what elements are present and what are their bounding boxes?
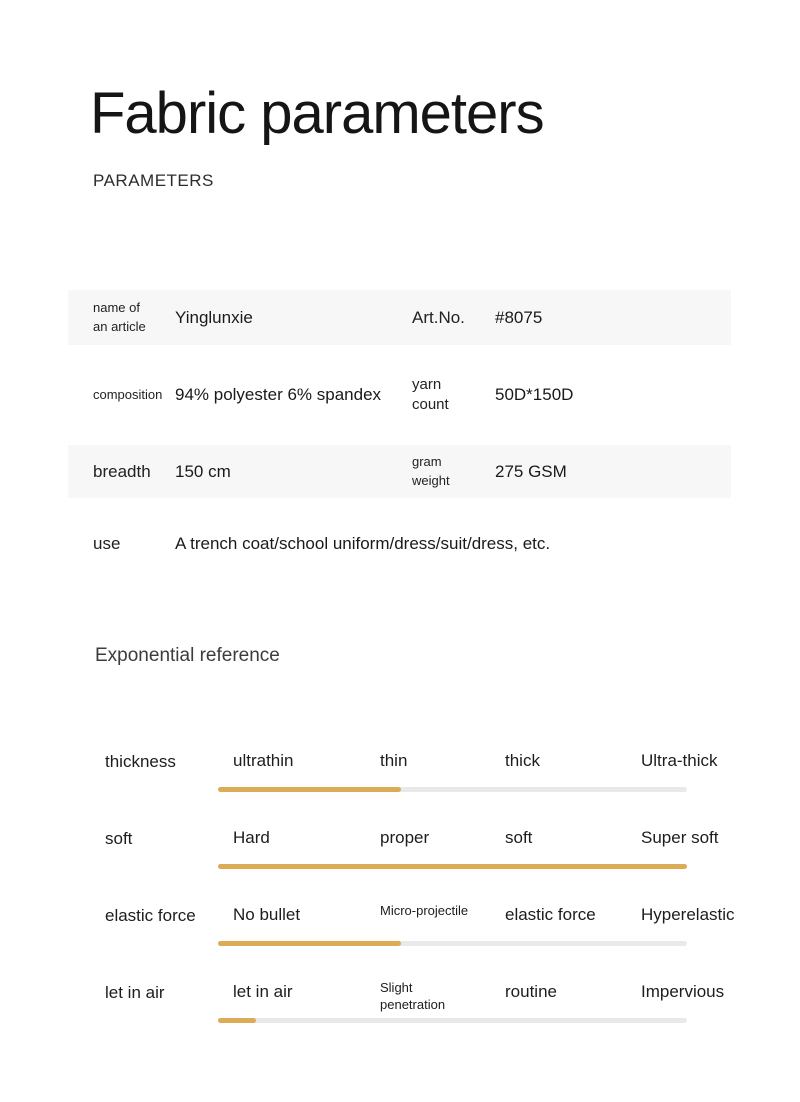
scale-level-2: Slight penetration (380, 980, 446, 1012)
spec-label-art-no: Art.No. (412, 307, 465, 327)
table-row (68, 345, 731, 445)
scale-fill (218, 941, 401, 946)
scale-level-1: ultrathin (233, 751, 294, 770)
scale-fill (218, 1018, 256, 1023)
spec-value-art-no: #8075 (495, 307, 543, 327)
page-title: Fabric parameters (90, 81, 544, 146)
scale-level-3: routine (505, 982, 557, 1001)
scale-level-4: Hyperelastic (641, 905, 735, 924)
scale-row-thickness (0, 740, 800, 817)
scale-row-softness (0, 817, 800, 894)
scale-label: soft (105, 829, 133, 848)
scale-level-3: thick (505, 751, 540, 770)
scale-row-elasticity (0, 894, 800, 971)
scale-level-1: Hard (233, 828, 270, 847)
scale-fill (218, 864, 687, 869)
scale-level-1: let in air (233, 982, 293, 1001)
scale-level-4: Ultra-thick (641, 751, 718, 770)
spec-value-gram-weight: 275 GSM (495, 461, 567, 481)
spec-label-yarn-count: yarn count (412, 375, 449, 413)
index-scales (0, 740, 800, 1048)
spec-value-composition: 94% polyester 6% spandex (175, 385, 382, 404)
table-row (68, 498, 731, 590)
scale-level-2: thin (380, 751, 408, 770)
scale-level-1: No bullet (233, 905, 301, 924)
page-subtitle: PARAMETERS (93, 171, 214, 190)
table-row (68, 290, 731, 345)
index-section-title: Exponential reference (95, 645, 280, 666)
scale-row-breathability (0, 971, 800, 1048)
scale-track (218, 941, 687, 946)
spec-label-use: use (93, 534, 121, 553)
table-row (68, 445, 731, 498)
spec-label-breadth: breadth (93, 461, 151, 481)
scale-label: thickness (105, 752, 176, 771)
spec-value-use: A trench coat/school uniform/dress/suit/dress, etc. (175, 534, 551, 553)
scale-fill (218, 787, 401, 792)
scale-level-4: Super soft (641, 828, 719, 847)
spec-label-article-name: name of an article (93, 300, 146, 334)
scale-level-3: soft (505, 828, 533, 847)
scale-track (218, 787, 687, 792)
spec-table (68, 290, 731, 590)
spec-label-composition: composition (93, 386, 163, 402)
scale-track (218, 864, 687, 869)
scale-label: let in air (105, 983, 165, 1002)
scale-level-3: elastic force (505, 905, 596, 924)
scale-label: elastic force (105, 906, 196, 925)
spec-value-breadth: 150 cm (175, 461, 231, 481)
scale-level-2: Micro-projectile (380, 903, 469, 918)
scale-track (218, 1018, 687, 1023)
scale-level-4: Impervious (641, 982, 725, 1001)
spec-value-article-name: Yinglunxie (175, 307, 253, 327)
spec-value-yarn-count: 50D*150D (495, 385, 574, 404)
spec-label-gram-weight: gram weight (412, 454, 450, 488)
scale-level-2: proper (380, 828, 430, 847)
